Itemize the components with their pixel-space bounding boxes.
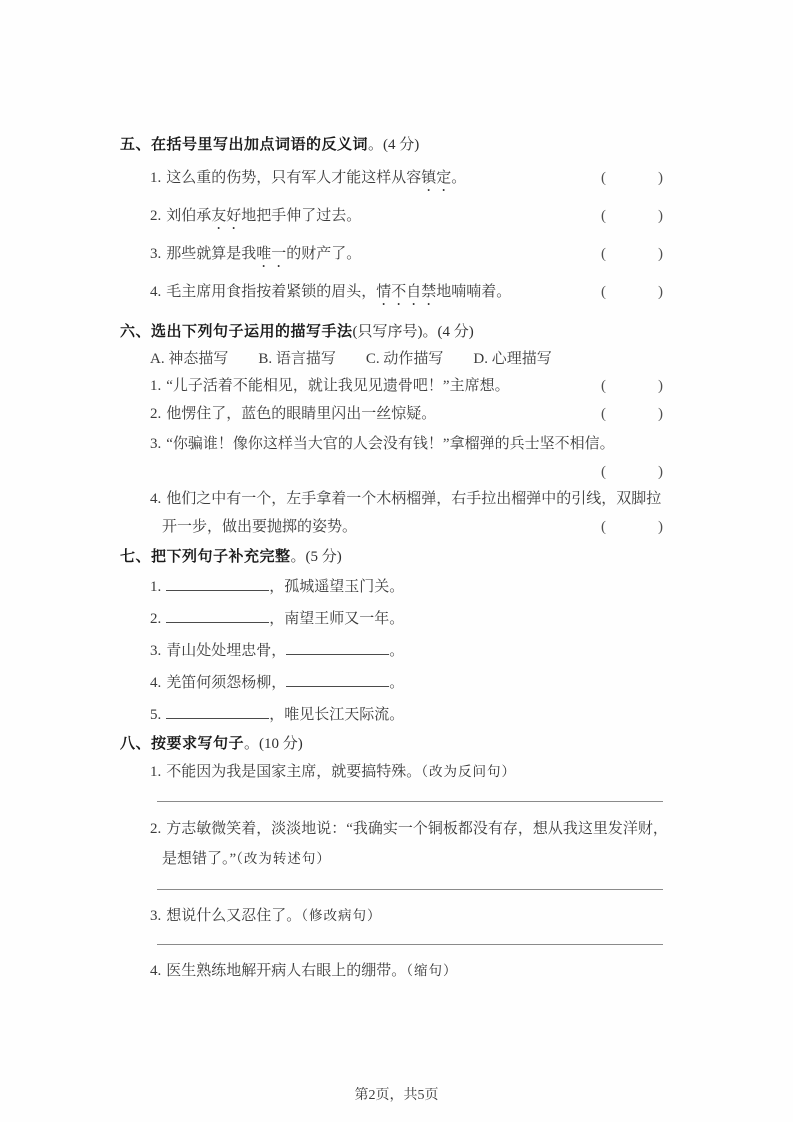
question-text: 2. 刘伯承友好地把手伸了过去。 [150,208,362,224]
q5-item-2 [120,208,670,233]
q8-item-1: 1. 不能因为我是国家主席，就要搞特殊。（改为反问句） [150,764,517,780]
fill-blank [286,641,389,655]
q6-item-4-line1: 4. 他们之中有一个，左手拿着一个木柄榴弹，右手拉出榴弹中的引线，双脚拉 [150,491,662,507]
question-text: 1. 这么重的伤势，只有军人才能这样从容镇定。 [150,170,467,186]
section-five-heading [120,137,670,153]
answer-brackets: ( ) [601,284,663,300]
option-list [120,351,670,367]
section-six-score: (4 分) [437,324,474,340]
option-d: D. 心理描写 [473,351,552,367]
section-eight-title: 八、按要求写句子 [120,735,245,752]
answer-brackets: ( ) [601,406,663,422]
section-five-score: (4 分) [383,137,420,153]
rewrite-instruction: （改为转述句） [236,851,331,866]
q7-item-5: 5. ，唯见长江天际流。 [150,707,405,723]
emphasized-word: 情不自禁 [376,284,437,300]
answer-brackets: ( ) [601,464,663,480]
option-a: A. 神态描写 [150,351,229,367]
answer-line [157,801,663,802]
answer-line [157,889,663,890]
answer-brackets: ( ) [601,246,663,262]
fill-blank [166,577,269,591]
q8-item-3: 3. 想说什么又忍住了。（修改病句） [150,908,382,924]
emphasized-word: 唯一 [256,246,287,262]
fill-blank [166,705,269,719]
section-six-heading [120,324,670,340]
q7-item-4: 4. 羌笛何须怨杨柳， 。 [150,675,405,691]
q5-item-3 [120,246,670,271]
q6-item-3: 3. “你骗谁！像你这样当大官的人会没有钱！”拿榴弹的兵士坚不相信。 [150,436,615,452]
page-number: 第2页，共5页 [354,1088,439,1103]
q6-item-4-line2 [120,519,670,535]
section-eight-heading [120,736,670,752]
section-eight-suffix: 。 [244,736,260,752]
question-text: 开一步，做出要抛掷的姿势。 [162,519,358,535]
q8-item-2-line1: 2. 方志敏微笑着，淡淡地说：“我确实一个铜板都没有存，想从我这里发洋财， [150,821,668,837]
section-seven-heading [120,549,670,565]
q6-item-3-brackets-row [120,464,670,480]
section-five-suffix: 。 [368,137,384,153]
q7-item-1: 1. ，孤城遥望玉门关。 [150,579,405,595]
section-seven-suffix: 。 [290,549,306,565]
answer-brackets: ( ) [601,208,663,224]
section-seven-title: 七、把下列句子补充完整 [120,548,291,565]
question-text: 3. 那些就算是我唯一的财产了。 [150,246,362,262]
q7-item-2: 2. ，南望王师又一年。 [150,611,405,627]
q8-item-2-line2: 是想错了。”（改为转述句） [162,851,331,867]
q5-item-1 [120,170,670,195]
section-eight [120,736,670,979]
q5-item-4 [120,284,670,309]
q6-item-1 [120,378,670,394]
section-seven [120,549,670,723]
fill-blank [166,609,269,623]
emphasized-word: 镇定 [421,170,452,186]
question-text: 1. “儿子活着不能相见，就让我见见遗骨吧！”主席想。 [150,378,510,394]
question-text: 4. 毛主席用食指按着紧锁的眉头，情不自禁地喃喃着。 [150,284,512,300]
q8-item-4: 4. 医生熟练地解开病人右眼上的绷带。（缩句） [150,963,458,979]
section-eight-score: (10 分) [259,736,303,752]
option-b: B. 语言描写 [258,351,336,367]
section-six [120,324,670,535]
section-six-suffix: (只写序号)。 [352,324,438,340]
rewrite-instruction: （缩句） [406,963,458,978]
answer-brackets: ( ) [601,378,663,394]
section-seven-score: (5 分) [305,549,342,565]
fill-blank [286,673,389,687]
answer-brackets: ( ) [601,170,663,186]
section-five-title: 五、在括号里写出加点词语的反义词 [120,136,369,153]
answer-line [157,944,663,945]
option-c: C. 动作描写 [365,351,444,367]
q7-item-3: 3. 青山处处埋忠骨， 。 [150,643,405,659]
question-text: 2. 他愣住了，蓝色的眼睛里闪出一丝惊疑。 [150,406,437,422]
rewrite-instruction: （修改病句） [301,908,382,923]
emphasized-word: 友好 [211,208,242,224]
section-six-title: 六、选出下列句子运用的描写手法 [120,323,353,340]
section-five [120,137,670,309]
rewrite-instruction: （改为反问句） [421,764,517,779]
answer-brackets: ( ) [601,519,663,535]
q6-item-2 [120,406,670,422]
